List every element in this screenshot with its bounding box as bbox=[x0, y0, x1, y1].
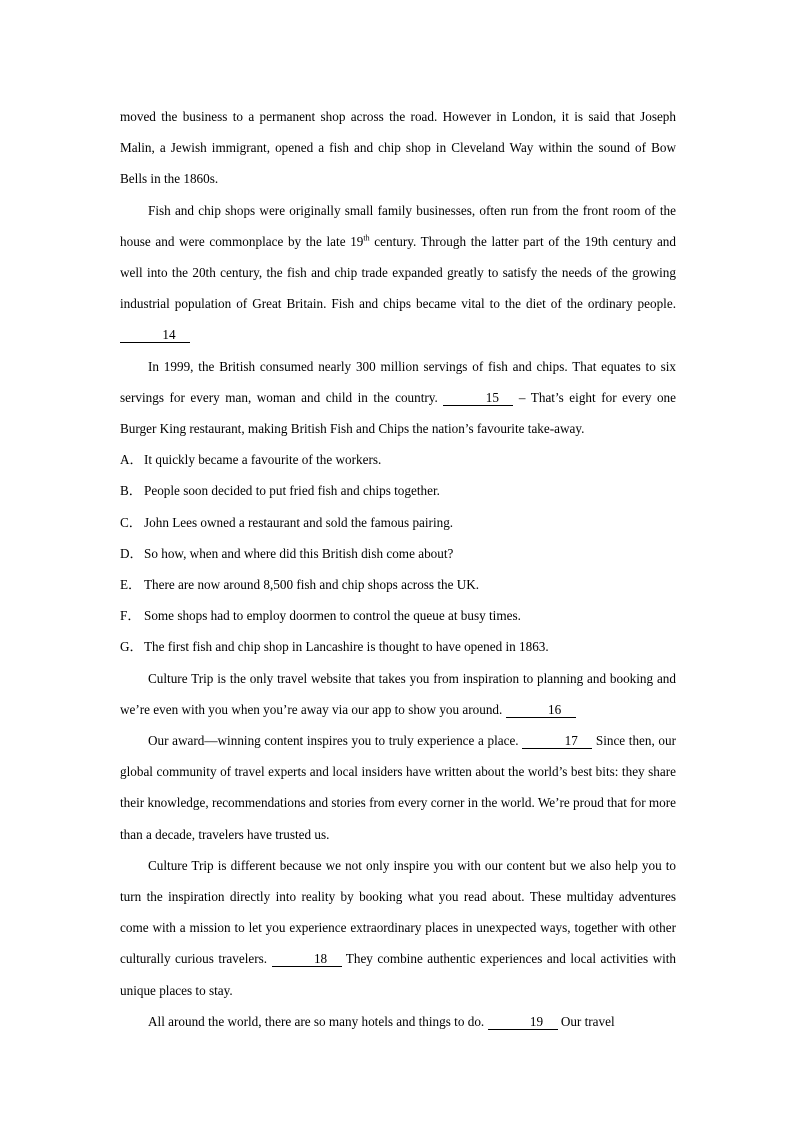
option-text: There are now around 8,500 fish and chip shops across the UK. bbox=[144, 577, 480, 593]
paragraph-intro: moved the business to a permanent shop across the road. However in London, it is said that Joseph Malin, a Jewish immigrant, opened a fish and chip shop in Cleveland Way within the sound of Bow Bells in the 1860s. bbox=[120, 109, 676, 187]
superscript: th bbox=[363, 233, 370, 243]
paragraph-culture-trip-intro bbox=[120, 663, 676, 725]
option-f bbox=[120, 600, 676, 631]
document-page bbox=[120, 101, 676, 1037]
paragraph-award bbox=[120, 725, 676, 850]
option-c bbox=[120, 507, 676, 538]
option-letter: C． bbox=[120, 514, 142, 530]
option-letter: G． bbox=[120, 639, 143, 655]
options-list bbox=[120, 444, 676, 662]
option-letter: E． bbox=[120, 577, 142, 593]
text-segment: Our award—winning content inspires you to truly experience a place. bbox=[148, 733, 519, 749]
option-d bbox=[120, 538, 676, 569]
text-segment: Our travel bbox=[560, 1013, 615, 1029]
text-segment: century. Through the latter part of the 19th century and well into the 20th century, the fish and chip trade expanded greatly to satisfy the needs of the growing industrial population of Great Britain. Fish and chips became vital to the diet of the ordinary people. bbox=[120, 233, 676, 312]
text-segment: Culture Trip is different because we not only inspire you with our content but we also help you to turn the inspiration directly into reality by booking what you read about. These multiday adventures come with a mission to let you experience extraordinary places in unexpected ways, together with other culturally curious travelers. bbox=[120, 857, 676, 967]
option-text: People soon decided to put fried fish and chips together. bbox=[144, 483, 440, 499]
option-a bbox=[120, 444, 676, 475]
option-text: So how, when and where did this British dish come about? bbox=[144, 545, 454, 561]
blank-18[interactable]: 18 bbox=[272, 952, 342, 967]
option-e bbox=[120, 569, 676, 600]
text-segment: They combine authentic experiences and local activities with unique places to stay. bbox=[120, 951, 677, 998]
option-letter: A． bbox=[120, 452, 143, 468]
option-text: John Lees owned a restaurant and sold the famous pairing. bbox=[144, 514, 454, 530]
option-letter: F． bbox=[120, 608, 141, 624]
paragraph-different bbox=[120, 850, 676, 1006]
text-segment: In 1999, the British consumed nearly 300 million servings of fish and chips. That equates to six servings for every man, woman and child in the country. bbox=[120, 358, 676, 405]
text-segment: Fish and chip shops were originally small family businesses, often run from the front room of the house and were commonplace by the late 19 bbox=[120, 202, 676, 249]
text-segment: All around the world, there are so many hotels and things to do. bbox=[148, 1013, 485, 1029]
option-text: Some shops had to employ doormen to control the queue at busy times. bbox=[144, 608, 521, 624]
blank-15[interactable]: 15 bbox=[443, 391, 513, 406]
option-text: The first fish and chip shop in Lancashire is thought to have opened in 1863. bbox=[144, 639, 549, 655]
blank-16[interactable]: 16 bbox=[506, 703, 576, 718]
paragraph-shops bbox=[120, 195, 676, 351]
paragraph-1999 bbox=[120, 351, 676, 445]
option-text: It quickly became a favourite of the workers. bbox=[144, 452, 382, 468]
option-b bbox=[120, 475, 676, 506]
blank-17[interactable]: 17 bbox=[522, 734, 592, 749]
text-segment: Culture Trip is the only travel website that takes you from inspiration to planning and booking and we’re even with you when you’re away via our app to show you around. bbox=[120, 670, 676, 717]
option-letter: B． bbox=[120, 483, 142, 499]
option-g bbox=[120, 631, 676, 662]
paragraph-hotels bbox=[120, 1006, 676, 1037]
blank-14[interactable]: 14 bbox=[120, 328, 190, 343]
text-segment: Since then, our global community of travel experts and local insiders have written about the world’s best bits: they share their knowledge, recommendations and stories from every corner in the world. We’re proud that for more than a decade, travelers have trusted us. bbox=[120, 733, 676, 842]
text-segment: – That’s eight for every one Burger King restaurant, making British Fish and Chips the nation’s favourite take-away. bbox=[120, 389, 676, 437]
option-letter: D． bbox=[120, 545, 143, 561]
blank-19[interactable]: 19 bbox=[488, 1015, 558, 1030]
